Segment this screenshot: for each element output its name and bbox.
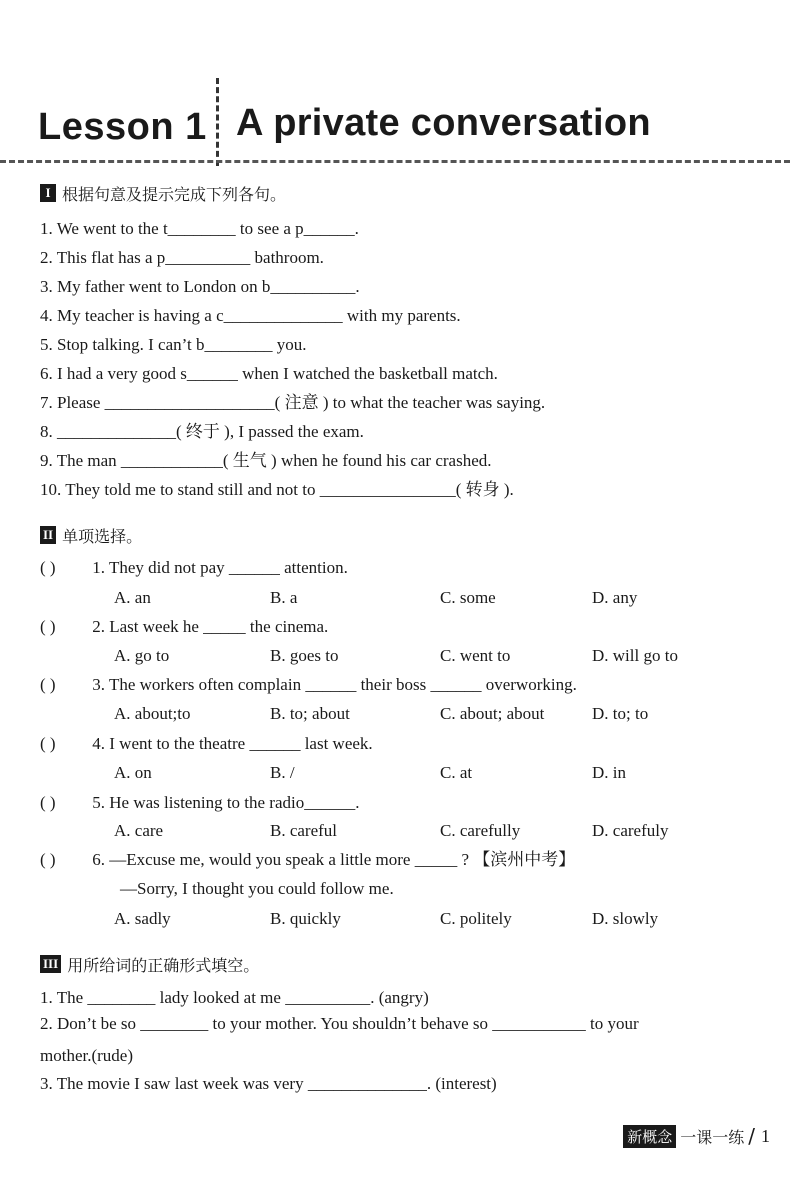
footer-brand: 新概念 xyxy=(623,1125,676,1148)
s1-item-8: 8. ______________( 终于 ), I passed the exam. xyxy=(40,422,364,441)
option-a: A. sadly xyxy=(114,909,171,928)
s2-question-1 xyxy=(40,557,348,579)
option-b: B. goes to xyxy=(270,646,339,665)
option-d: D. in xyxy=(592,763,626,782)
s1-item-5: 5. Stop talking. I can’t b________ you. xyxy=(40,335,307,354)
option-d: D. slowly xyxy=(592,909,659,928)
s2-question-5 xyxy=(40,792,360,814)
question-stem: 4. I went to the theatre ______ last week. xyxy=(92,734,373,753)
section-2-instruction: 单项选择。 xyxy=(62,526,143,546)
section-1-badge: I xyxy=(40,184,56,202)
option-a: A. go to xyxy=(114,646,170,665)
section-3-heading xyxy=(40,952,259,976)
s2-question-3 xyxy=(40,674,577,696)
s1-item-9: 9. The man ____________( 生气 ) when he found his car crashed. xyxy=(40,451,492,470)
answer-blank: ( ) xyxy=(40,558,56,577)
option-b: B. a xyxy=(270,588,298,607)
section-1-heading xyxy=(40,181,286,205)
option-d: D. any xyxy=(592,588,638,607)
page-footer xyxy=(623,1124,770,1148)
option-d: D. will go to xyxy=(592,646,678,665)
section-2-heading xyxy=(40,523,142,547)
answer-blank: ( ) xyxy=(40,675,56,694)
option-c: C. some xyxy=(440,588,496,607)
section-3-instruction: 用所给词的正确形式填空。 xyxy=(67,955,260,975)
option-a: A. about;to xyxy=(114,704,191,723)
header-vertical-divider xyxy=(216,78,219,166)
s2-question-6 xyxy=(40,849,575,871)
question-stem: 6. —Excuse me, would you speak a little more _____ ? 【滨州中考】 xyxy=(92,850,576,869)
footer-slogan: 一课一练 xyxy=(680,1127,745,1147)
answer-blank: ( ) xyxy=(40,793,56,812)
header-horizontal-divider xyxy=(0,160,790,163)
footer-separator: / xyxy=(748,1124,755,1148)
section-2-badge: II xyxy=(40,526,56,544)
option-c: C. politely xyxy=(440,909,512,928)
option-c: C. about; about xyxy=(440,704,545,723)
option-c: C. went to xyxy=(440,646,511,665)
s2-question-4 xyxy=(40,733,373,755)
option-b: B. quickly xyxy=(270,909,341,928)
answer-blank: ( ) xyxy=(40,850,56,869)
s3-item-2-continued: mother.(rude) xyxy=(40,1046,133,1065)
s1-item-10: 10. They told me to stand still and not to ________________( 转身 ). xyxy=(40,480,514,499)
section-3-badge: III xyxy=(40,955,61,973)
option-b: B. to; about xyxy=(270,704,350,723)
s1-item-6: 6. I had a very good s______ when I watched the basketball match. xyxy=(40,364,498,383)
lesson-number: Lesson 1 xyxy=(38,106,207,148)
option-b: B. / xyxy=(270,763,295,782)
option-c: C. at xyxy=(440,763,473,782)
option-a: A. care xyxy=(114,821,164,840)
s1-item-3: 3. My father went to London on b__________. xyxy=(40,277,360,296)
answer-blank: ( ) xyxy=(40,617,56,636)
s1-item-1: 1. We went to the t________ to see a p______. xyxy=(40,219,359,238)
s3-item-3: 3. The movie I saw last week was very ______________. (interest) xyxy=(40,1074,497,1093)
option-a: A. an xyxy=(114,588,151,607)
s2-question-2 xyxy=(40,616,328,638)
option-d: D. to; to xyxy=(592,704,649,723)
page-number: 1 xyxy=(761,1125,770,1146)
question-stem: 5. He was listening to the radio______. xyxy=(92,793,360,812)
s3-item-1: 1. The ________ lady looked at me __________. (angry) xyxy=(40,988,429,1007)
s3-item-2: 2. Don’t be so ________ to your mother. You shouldn’t behave so ___________ to your xyxy=(40,1014,639,1033)
section-1-instruction: 根据句意及提示完成下列各句。 xyxy=(62,184,287,204)
s1-item-7: 7. Please ____________________( 注意 ) to what the teacher was saying. xyxy=(40,393,546,412)
question-stem: 3. The workers often complain ______ their boss ______ overworking. xyxy=(92,675,577,694)
option-b: B. careful xyxy=(270,821,338,840)
question-stem: 2. Last week he _____ the cinema. xyxy=(92,617,329,636)
option-c: C. carefully xyxy=(440,821,521,840)
s1-item-4: 4. My teacher is having a c______________ with my parents. xyxy=(40,306,461,325)
s2-question-6-reply: —Sorry, I thought you could follow me. xyxy=(120,879,394,898)
answer-blank: ( ) xyxy=(40,734,56,753)
option-a: A. on xyxy=(114,763,152,782)
lesson-title: A private conversation xyxy=(236,102,651,144)
s1-item-2: 2. This flat has a p__________ bathroom. xyxy=(40,248,324,267)
option-d: D. carefuly xyxy=(592,821,669,840)
question-stem: 1. They did not pay ______ attention. xyxy=(92,558,348,577)
